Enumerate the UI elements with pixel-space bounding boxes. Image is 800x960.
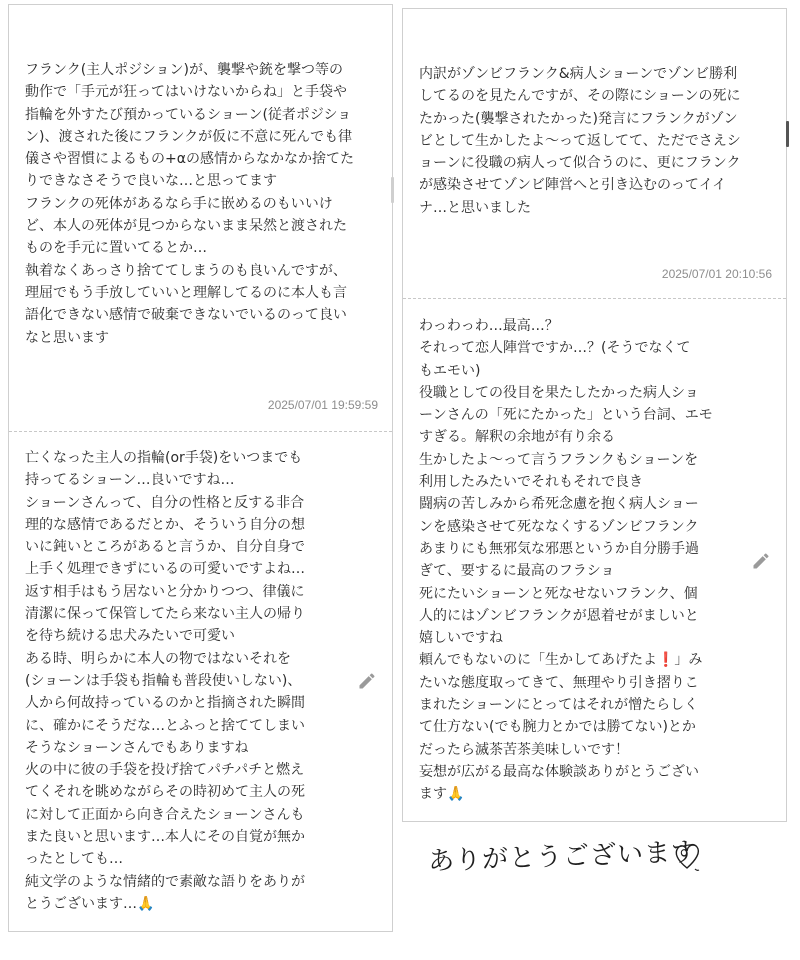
scrollbar-thumb[interactable] — [786, 121, 789, 147]
pencil-icon[interactable] — [751, 551, 771, 571]
reply-text: 亡くなった主人の指輪(or手袋)をいつまでも 持ってるショーン…良いですね… ショーンさんって、自分の性格と反する非合 理的な感情であるだとか、そういう自分の想 いに鈍いところがあると言うか、自分自身で 上手く処理できずにいるの可愛いですよね… 返す相手はもう居ないと分かりつつ、律儀に 清潔に保って保管してたら来ない主人の帰り を待ち続ける忠犬みたいで可愛い ある時、明らかに本人の物ではないそれを (ショーンは手袋も指輪も普段使いしない)、 人から何故持っているのかと指摘された瞬間 に、確かにそうだな…とふっと捨ててしまい そうなショーンさんでもありますね 火の中に彼の手袋を投げ捨てパチパチと燃え てくそれを眺めながらその時初めて主人の死 に対して正面から向き合えたショーンさんも また良いと思います…本人にその自覚が無か ったとしても… 純文学のような情緒的で素敵な語りをありが とうございます…🙏 — [25, 450, 305, 912]
right-comment-card — [402, 8, 787, 822]
left-comment-card — [8, 4, 393, 932]
reply-text: わっわっわ…最高…？ それって恋人陣営ですか…？(そうでなくて もエモい) 役職としての役目を果たしたかった病人ショ ーンさんの「死にたかった」という台詞、エモ すぎる。解釈の余地が有り余る 生かしたよ〜って言うフランクもショーンを 利用したみたいでそれもそれで良き 闘病の苦しみから希死念慮を抱く病人ショー ンを感染させて死ななくするゾンビフランク あまりにも無邪気な邪悪というか自分勝手過 ぎて、要するに最高のフラショ 死にたいショーンと死なせないフランク、個 人的にはゾンビフランクが恩着せがましいと 嬉しいですね 頼んでもないのに「生かしてあげたよ❗️」み たいな態度取ってきて、無理やり引き摺りこ まれたショーンにとってはそれが憎たらしく て仕方ない(でも腕力とかでは勝てない)とか だったら滅茶苦茶美味しいです！ 妄想が広がる最高な体験談ありがとうござい ます🙏 — [419, 318, 713, 803]
comment-text: 内訳がゾンビフランク&病人ショーンでゾンビ勝利 してるのを見たんですが、その際にショーンの死に たかった(襲撃されたかった)発言にフランクがゾン ビとして生かしたよ〜って返してて、ただでさえシ ョーンに役職の病人って似合うのに、更にフランク が感染させてゾンビ陣営へと引き込むのってイイ ナ…と思いました — [419, 66, 741, 216]
pencil-icon[interactable] — [357, 671, 377, 691]
comment-divider — [403, 298, 786, 299]
scrollbar-thumb[interactable] — [391, 177, 394, 203]
handwritten-thanks: ありがとうございます — [427, 837, 699, 877]
comment-text: フランク(主人ポジション)が、襲撃や銃を撃つ等の 動作で「手元が狂ってはいけないからね」と手袋や 指輪を外すたび預かっているショーン(従者ポジショ ン)、渡された後にフランクが仮に不意に死んでも律 儀さや習慣によるもの+αの感情からなかなか捨てた りできなさそうで良いな…と思ってます フランクの死体があるなら手に嵌めるのもいいけ ど、本人の死体が見つからないまま呆然と渡された ものを手元に置いてるとか… 執着なくあっさり捨ててしまうのも良いんですが、 理屈でもう手放していいと理解してるのに本人も言 語化できない感情で破棄できないでいるのって良い なと思います — [25, 62, 354, 346]
comment-divider — [9, 431, 392, 432]
heart-icon — [672, 840, 702, 872]
comment-timestamp: 2025/07/01 20:10:56 — [661, 267, 772, 281]
comment-timestamp: 2025/07/01 19:59:59 — [267, 398, 378, 412]
